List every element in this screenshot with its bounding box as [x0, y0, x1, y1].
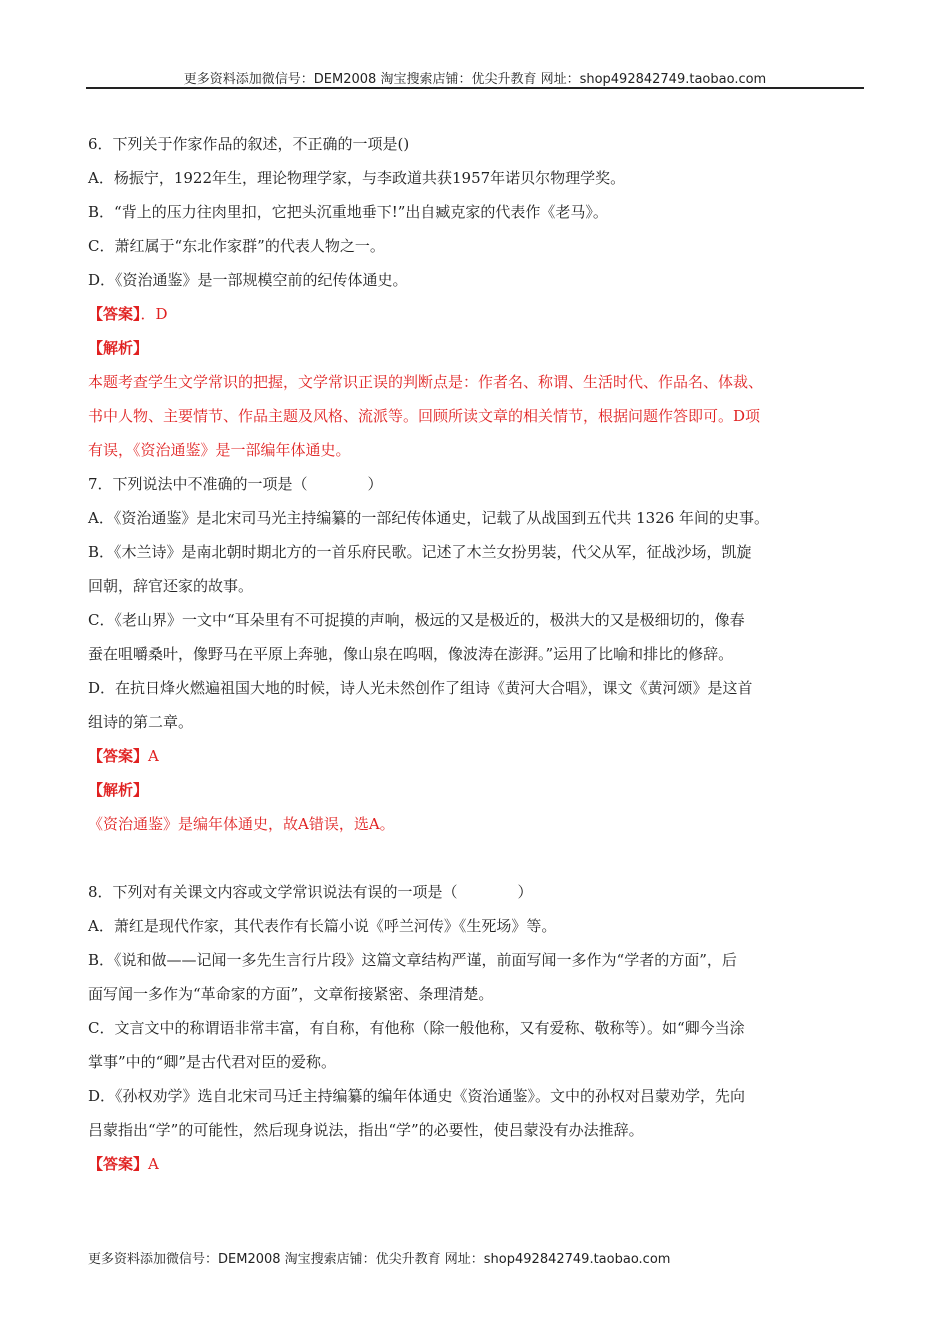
q8-stem: 8．下列对有关课文内容或文学常识说法有误的一项是（ ）	[88, 883, 533, 901]
spacer	[88, 841, 864, 875]
q6-option-a: A．杨振宁，1922年生，理论物理学家，与李政道共获1957年诺贝尔物理学奖。	[88, 169, 626, 187]
q7-stem: 7．下列说法中不准确的一项是（ ）	[88, 475, 383, 493]
q8-answer	[88, 1147, 864, 1181]
q7-option-b-line-1: B．《木兰诗》是南北朝时期北方的一首乐府民歌。记述了木兰女扮男装，代父从军，征战沙场，凯旋	[88, 543, 752, 561]
answer-value: A	[148, 747, 159, 765]
q7-option-d-line-1: D．在抗日烽火燃遍祖国大地的时候，诗人光未然创作了组诗《黄河大合唱》，课文《黄河颂》是这首	[88, 679, 753, 697]
q7-answer	[88, 739, 864, 773]
q6-stem: 6．下列关于作家作品的叙述，不正确的一项是()	[88, 135, 410, 153]
q6-analysis-line-2: 书中人物、主要情节、作品主题及风格、流派等。回顾所读文章的相关情节，根据问题作答即可。D项	[88, 407, 761, 425]
q6-option-b: B．“背上的压力往肉里扣，它把头沉重地垂下!”出自臧克家的代表作《老马》。	[88, 203, 608, 221]
q7-option-c-line-2: 蚕在咀嚼桑叶，像野马在平原上奔驰，像山泉在呜咽，像波涛在澎湃。”运用了比喻和排比的修辞。	[88, 645, 734, 663]
document-body	[88, 127, 864, 1181]
q7-option-b-line-2: 回朝，辞官还家的故事。	[88, 577, 254, 595]
analysis-tag: 【解析】	[88, 781, 149, 799]
answer-tag: 【答案】	[88, 1155, 149, 1173]
q8-option-b-line-1: B．《说和做——记闻一多先生言行片段》这篇文章结构严谨，前面写闻一多作为“学者的方面”，后	[88, 951, 737, 969]
q6-analysis-line-3: 有误，《资治通鉴》是一部编年体通史。	[88, 441, 351, 459]
page-header: 更多资料添加微信号：DEM2008 淘宝搜索店铺：优尖升教育 网址：shop492842749.taobao.com	[183, 72, 767, 87]
q8-option-d-line-1: D．《孙权劝学》选自北宋司马迁主持编纂的编年体通史《资治通鉴》。文中的孙权对吕蒙劝学，先向	[88, 1087, 746, 1105]
answer-value: A	[148, 1155, 159, 1173]
page-footer: 更多资料添加微信号：DEM2008 淘宝搜索店铺：优尖升教育 网址：shop492842749.taobao.com	[88, 1252, 671, 1267]
q8-option-c-line-1: C．文言文中的称谓语非常丰富，有自称，有他称（除一般他称，又有爱称、敬称等）。如“卿今当涂	[88, 1019, 745, 1037]
q7-analysis: 《资治通鉴》是编年体通史，故A错误，选A。	[88, 815, 395, 833]
q7-analysis-tag	[88, 773, 864, 807]
q8-option-a: A．萧红是现代作家，其代表作有长篇小说《呼兰河传》《生死场》等。	[88, 917, 557, 935]
q7-option-c-line-1: C．《老山界》一文中“耳朵里有不可捉摸的声响，极远的又是极近的，极洪大的又是极细切的，像春	[88, 611, 745, 629]
answer-tag: 【答案】	[88, 305, 141, 323]
q6-analysis-tag	[88, 331, 864, 365]
header-divider	[86, 87, 864, 89]
q7-option-a: A．《资治通鉴》是北宋司马光主持编纂的一部纪传体通史，记载了从战国到五代共 1326 年间的史事。	[88, 509, 770, 527]
answer-tag: 【答案】	[88, 747, 149, 765]
q6-option-d: D．《资治通鉴》是一部规模空前的纪传体通史。	[88, 271, 408, 289]
q6-option-c: C．萧红属于“东北作家群”的代表人物之一。	[88, 237, 385, 255]
q8-option-b-line-2: 面写闻一多作为“革命家的方面”，文章衔接紧密、条理清楚。	[88, 985, 494, 1003]
q8-option-c-line-2: 掌事”中的“卿”是古代君对臣的爱称。	[88, 1053, 337, 1071]
q6-answer	[88, 297, 864, 331]
q8-option-d-line-2: 吕蒙指出“学”的可能性，然后现身说法，指出“学”的必要性，使吕蒙没有办法推辞。	[88, 1121, 644, 1139]
answer-value: ．D	[140, 305, 168, 323]
q6-analysis-line-1: 本题考查学生文学常识的把握，文学常识正误的判断点是：作者名、称谓、生活时代、作品名、体裁、	[88, 373, 764, 391]
analysis-tag: 【解析】	[88, 339, 149, 357]
q7-option-d-line-2: 组诗的第二章。	[88, 713, 194, 731]
